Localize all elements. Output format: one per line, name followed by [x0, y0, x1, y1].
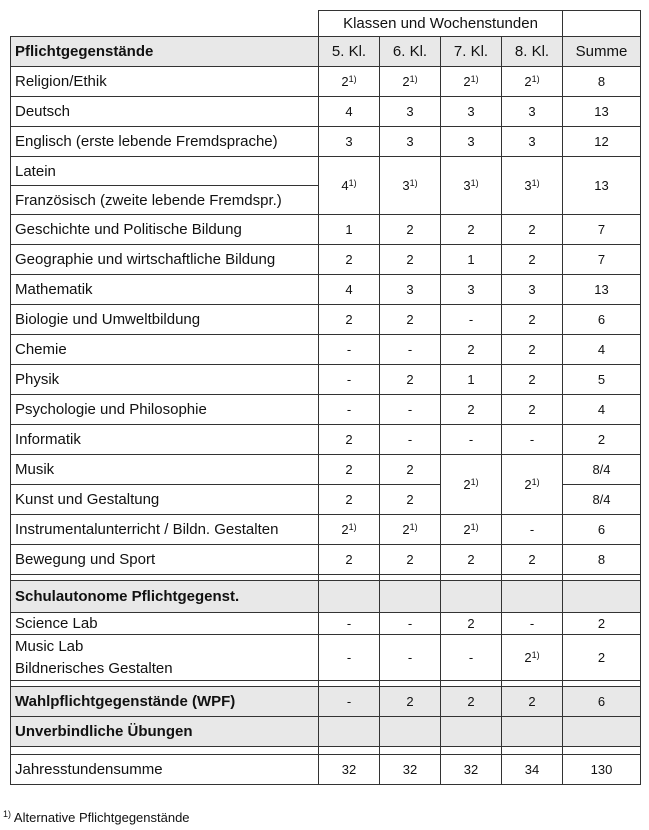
value-cell: -	[502, 613, 563, 635]
value-cell: 2	[319, 545, 380, 575]
sum-cell: 12	[563, 127, 641, 157]
value-cell: 2$^{1)}$	[441, 515, 502, 545]
table-row	[11, 305, 641, 335]
sum-cell: 7	[563, 215, 641, 245]
table-row	[11, 275, 641, 305]
table-row	[11, 67, 641, 97]
header-row	[11, 37, 641, 67]
value-cell: 2	[319, 245, 380, 275]
value-cell: -	[380, 425, 441, 455]
value-cell: 2	[502, 305, 563, 335]
footnote	[3, 810, 190, 825]
col-header-6: 6. Kl.	[380, 37, 441, 67]
subject-cell: Geographie und wirtschaftliche Bildung	[11, 245, 319, 275]
sum-cell: 4	[563, 335, 641, 365]
sum-cell: 7	[563, 245, 641, 275]
header-group-row	[11, 11, 641, 37]
sum-cell: 6	[563, 515, 641, 545]
footnote-text: Alternative Pflichtgegenstände	[13, 810, 190, 825]
value-cell: 2	[380, 305, 441, 335]
value-cell: 2	[380, 245, 441, 275]
value-cell: 2	[441, 215, 502, 245]
value-cell: 2	[441, 395, 502, 425]
section-row-autonomous	[11, 581, 641, 613]
table-row-optional	[11, 717, 641, 747]
value-cell: -	[502, 425, 563, 455]
value-cell: 3	[441, 275, 502, 305]
sum-cell: 4	[563, 395, 641, 425]
spacer-row	[11, 747, 641, 755]
value-cell: 3	[502, 275, 563, 305]
value-cell: 1	[441, 245, 502, 275]
subject-cell: Geschichte und Politische Bildung	[11, 215, 319, 245]
value-cell: 2$^{1)}$	[441, 67, 502, 97]
value-cell: 2	[502, 687, 563, 717]
value-cell: 2$^{1)}$	[502, 635, 563, 681]
subject-cell: Deutsch	[11, 97, 319, 127]
subject-cell: Musik	[11, 455, 319, 485]
subject-cell: Music Lab	[11, 635, 319, 658]
table-row	[11, 335, 641, 365]
value-cell: 3	[502, 127, 563, 157]
section-title: Pflichtgegenstände	[11, 37, 319, 67]
subject-cell: Instrumentalunterricht / Bildn. Gestalten	[11, 515, 319, 545]
value-cell: 3$^{1)}$	[380, 157, 441, 215]
value-cell: -	[380, 395, 441, 425]
value-cell: 2	[319, 425, 380, 455]
sum-cell: 13	[563, 97, 641, 127]
value-cell: 32	[380, 755, 441, 785]
value-cell: 3	[380, 127, 441, 157]
classes-header: Klassen und Wochenstunden	[319, 11, 563, 37]
value-cell: -	[319, 635, 380, 681]
sum-cell: 13	[563, 275, 641, 305]
table-row	[11, 613, 641, 635]
sum-cell: 6	[563, 305, 641, 335]
value-cell: 2	[380, 455, 441, 485]
value-cell: -	[319, 687, 380, 717]
value-cell: 3	[380, 275, 441, 305]
table-row	[11, 545, 641, 575]
value-cell: 3$^{1)}$	[502, 157, 563, 215]
value-cell: 1	[319, 215, 380, 245]
value-cell: -	[319, 395, 380, 425]
value-cell: 4	[319, 97, 380, 127]
value-cell: -	[441, 635, 502, 681]
value-cell: 2	[502, 365, 563, 395]
value-cell: 2	[380, 545, 441, 575]
value-cell: 2$^{1)}$	[319, 67, 380, 97]
value-cell: 4$^{1)}$	[319, 157, 380, 215]
value-cell: -	[380, 613, 441, 635]
subject-cell: Französisch (zweite lebende Fremdspr.)	[11, 186, 319, 215]
value-cell: 3$^{1)}$	[441, 157, 502, 215]
value-cell: 2	[380, 215, 441, 245]
value-cell: 2	[380, 485, 441, 515]
value-cell: 3	[319, 127, 380, 157]
value-cell: 2	[502, 245, 563, 275]
sum-cell: 6	[563, 687, 641, 717]
value-cell: -	[441, 425, 502, 455]
value-cell: 32	[441, 755, 502, 785]
value-cell: 3	[441, 127, 502, 157]
subject-cell: Bewegung und Sport	[11, 545, 319, 575]
subject-cell: Physik	[11, 365, 319, 395]
value-cell: 3	[380, 97, 441, 127]
value-cell: 2	[319, 305, 380, 335]
table-row	[11, 157, 641, 186]
value-cell: 2	[380, 365, 441, 395]
sum-cell: 2	[563, 613, 641, 635]
subject-cell: Mathematik	[11, 275, 319, 305]
col-header-8: 8. Kl.	[502, 37, 563, 67]
value-cell: -	[319, 613, 380, 635]
sum-cell: 2	[563, 425, 641, 455]
value-cell: 2	[319, 485, 380, 515]
curriculum-table	[10, 10, 641, 785]
value-cell: -	[441, 305, 502, 335]
table-row	[11, 127, 641, 157]
value-cell: 2$^{1)}$	[502, 455, 563, 515]
subject-cell: Unverbindliche Übungen	[11, 717, 319, 747]
col-header-5: 5. Kl.	[319, 37, 380, 67]
subject-cell: Biologie und Umweltbildung	[11, 305, 319, 335]
value-cell: 3	[502, 97, 563, 127]
value-cell: 32	[319, 755, 380, 785]
table-row	[11, 215, 641, 245]
sum-cell: 8/4	[563, 455, 641, 485]
value-cell: 2$^{1)}$	[441, 455, 502, 515]
sum-cell: 8	[563, 545, 641, 575]
value-cell: 2	[502, 215, 563, 245]
table-row-wpf	[11, 687, 641, 717]
value-cell: 2	[502, 545, 563, 575]
value-cell: 2	[441, 687, 502, 717]
table-row	[11, 635, 641, 658]
col-header-sum: Summe	[563, 37, 641, 67]
table-row	[11, 425, 641, 455]
table-row	[11, 245, 641, 275]
value-cell: -	[380, 335, 441, 365]
value-cell: 2$^{1)}$	[502, 67, 563, 97]
subject-cell: Informatik	[11, 425, 319, 455]
subject-cell: Chemie	[11, 335, 319, 365]
subject-cell: Psychologie und Philosophie	[11, 395, 319, 425]
value-cell: 4	[319, 275, 380, 305]
header-blank-sum	[563, 11, 641, 37]
sum-cell: 8	[563, 67, 641, 97]
total-row	[11, 755, 641, 785]
subject-cell: Englisch (erste lebende Fremdsprache)	[11, 127, 319, 157]
value-cell: 2	[441, 613, 502, 635]
sum-cell: 2	[563, 635, 641, 681]
value-cell: 3	[441, 97, 502, 127]
subject-cell: Jahresstundensumme	[11, 755, 319, 785]
header-blank-cell	[11, 11, 319, 37]
section-title: Schulautonome Pflichtgegenst.	[11, 581, 319, 613]
table-row	[11, 365, 641, 395]
value-cell: 34	[502, 755, 563, 785]
sum-cell: 130	[563, 755, 641, 785]
col-header-7: 7. Kl.	[441, 37, 502, 67]
subject-cell: Science Lab	[11, 613, 319, 635]
subject-cell: Kunst und Gestaltung	[11, 485, 319, 515]
value-cell: -	[319, 365, 380, 395]
value-cell: -	[502, 515, 563, 545]
sum-cell: 8/4	[563, 485, 641, 515]
sum-cell: 13	[563, 157, 641, 215]
value-cell: 2$^{1)}$	[380, 67, 441, 97]
subject-cell: Religion/Ethik	[11, 67, 319, 97]
table-row	[11, 395, 641, 425]
table-row	[11, 97, 641, 127]
subject-cell: Latein	[11, 157, 319, 186]
value-cell: 2	[502, 335, 563, 365]
subject-cell: Bildnerisches Gestalten	[11, 658, 319, 681]
value-cell: 1	[441, 365, 502, 395]
value-cell: 2	[441, 545, 502, 575]
value-cell: -	[380, 635, 441, 681]
value-cell: 2$^{1)}$	[319, 515, 380, 545]
value-cell: -	[319, 335, 380, 365]
value-cell: 2	[380, 687, 441, 717]
table-row	[11, 455, 641, 485]
value-cell: 2	[502, 395, 563, 425]
footnote-mark: 1)	[3, 809, 12, 819]
sum-cell: 5	[563, 365, 641, 395]
value-cell: 2	[319, 455, 380, 485]
table-row	[11, 515, 641, 545]
subject-cell: Wahlpflichtgegenstände (WPF)	[11, 687, 319, 717]
value-cell: 2$^{1)}$	[380, 515, 441, 545]
value-cell: 2	[441, 335, 502, 365]
